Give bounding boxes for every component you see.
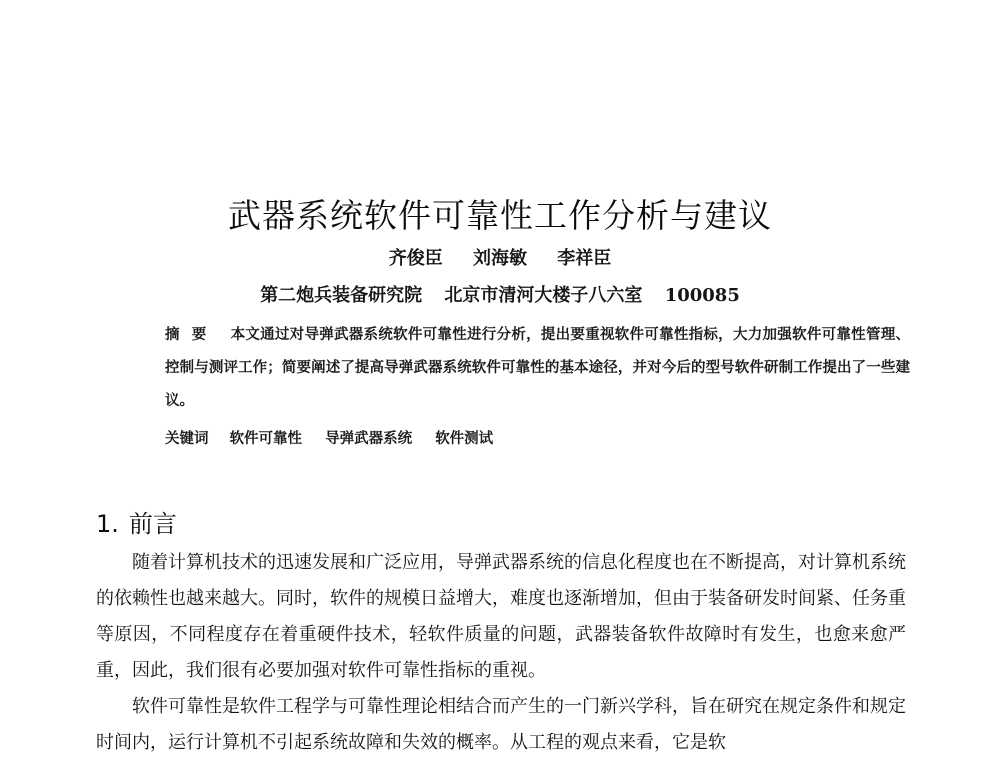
body-paragraph: 软件可靠性是软件工程学与可靠性理论相结合而产生的一门新兴学科，旨在研究在规定条件和规定时间内，运行计算机不引起系统故障和失效的概率。从工程的观点来看，它是软 [96,696,906,753]
keywords-block [165,422,910,455]
section-heading [96,508,177,540]
abstract-block [165,318,910,417]
affiliation-address: 北京市清河大楼子八六室 [444,285,643,306]
keywords-label: 关键词 [165,430,209,447]
author-name: 李祥臣 [557,248,612,269]
abstract-label: 摘要 [165,326,219,343]
abstract-text: 本文通过对导弹武器系统软件可靠性进行分析，提出要重视软件可靠性指标，大力加强软件可靠性管理、控制与测评工作；简要阐述了提高导弹武器系统软件可靠性的基本途径，并对今后的型号软件研制工作提出了一些建议。 [165,326,911,409]
affiliation-postcode: 100085 [664,285,740,306]
author-list [0,247,1000,271]
keyword: 软件可靠性 [229,430,303,447]
author-name: 刘海敏 [473,248,527,269]
author-affiliation [0,284,1000,308]
keyword: 软件测试 [435,430,494,447]
body-text [96,545,906,761]
paper-title: 武器系统软件可靠性工作分析与建议 [228,196,772,235]
section-title: 前言 [128,510,177,538]
section-number: 1. [96,510,119,538]
keyword: 导弹武器系统 [325,430,413,447]
author-name: 齐俊臣 [388,248,443,269]
affiliation-institution: 第二炮兵装备研究院 [260,285,423,306]
body-paragraph: 随着计算机技术的迅速发展和广泛应用，导弹武器系统的信息化程度也在不断提高，对计算机系统的依赖性也越来越大。同时，软件的规模日益增大，难度也逐渐增加，但由于装备研发时间紧、任务重等原因，不同程度存在着重硬件技术，轻软件质量的问题，武器装备软件故障时有发生，也愈来愈严重，因此，我们很有必要加强对软件可靠性指标的重视。 [96,552,906,681]
